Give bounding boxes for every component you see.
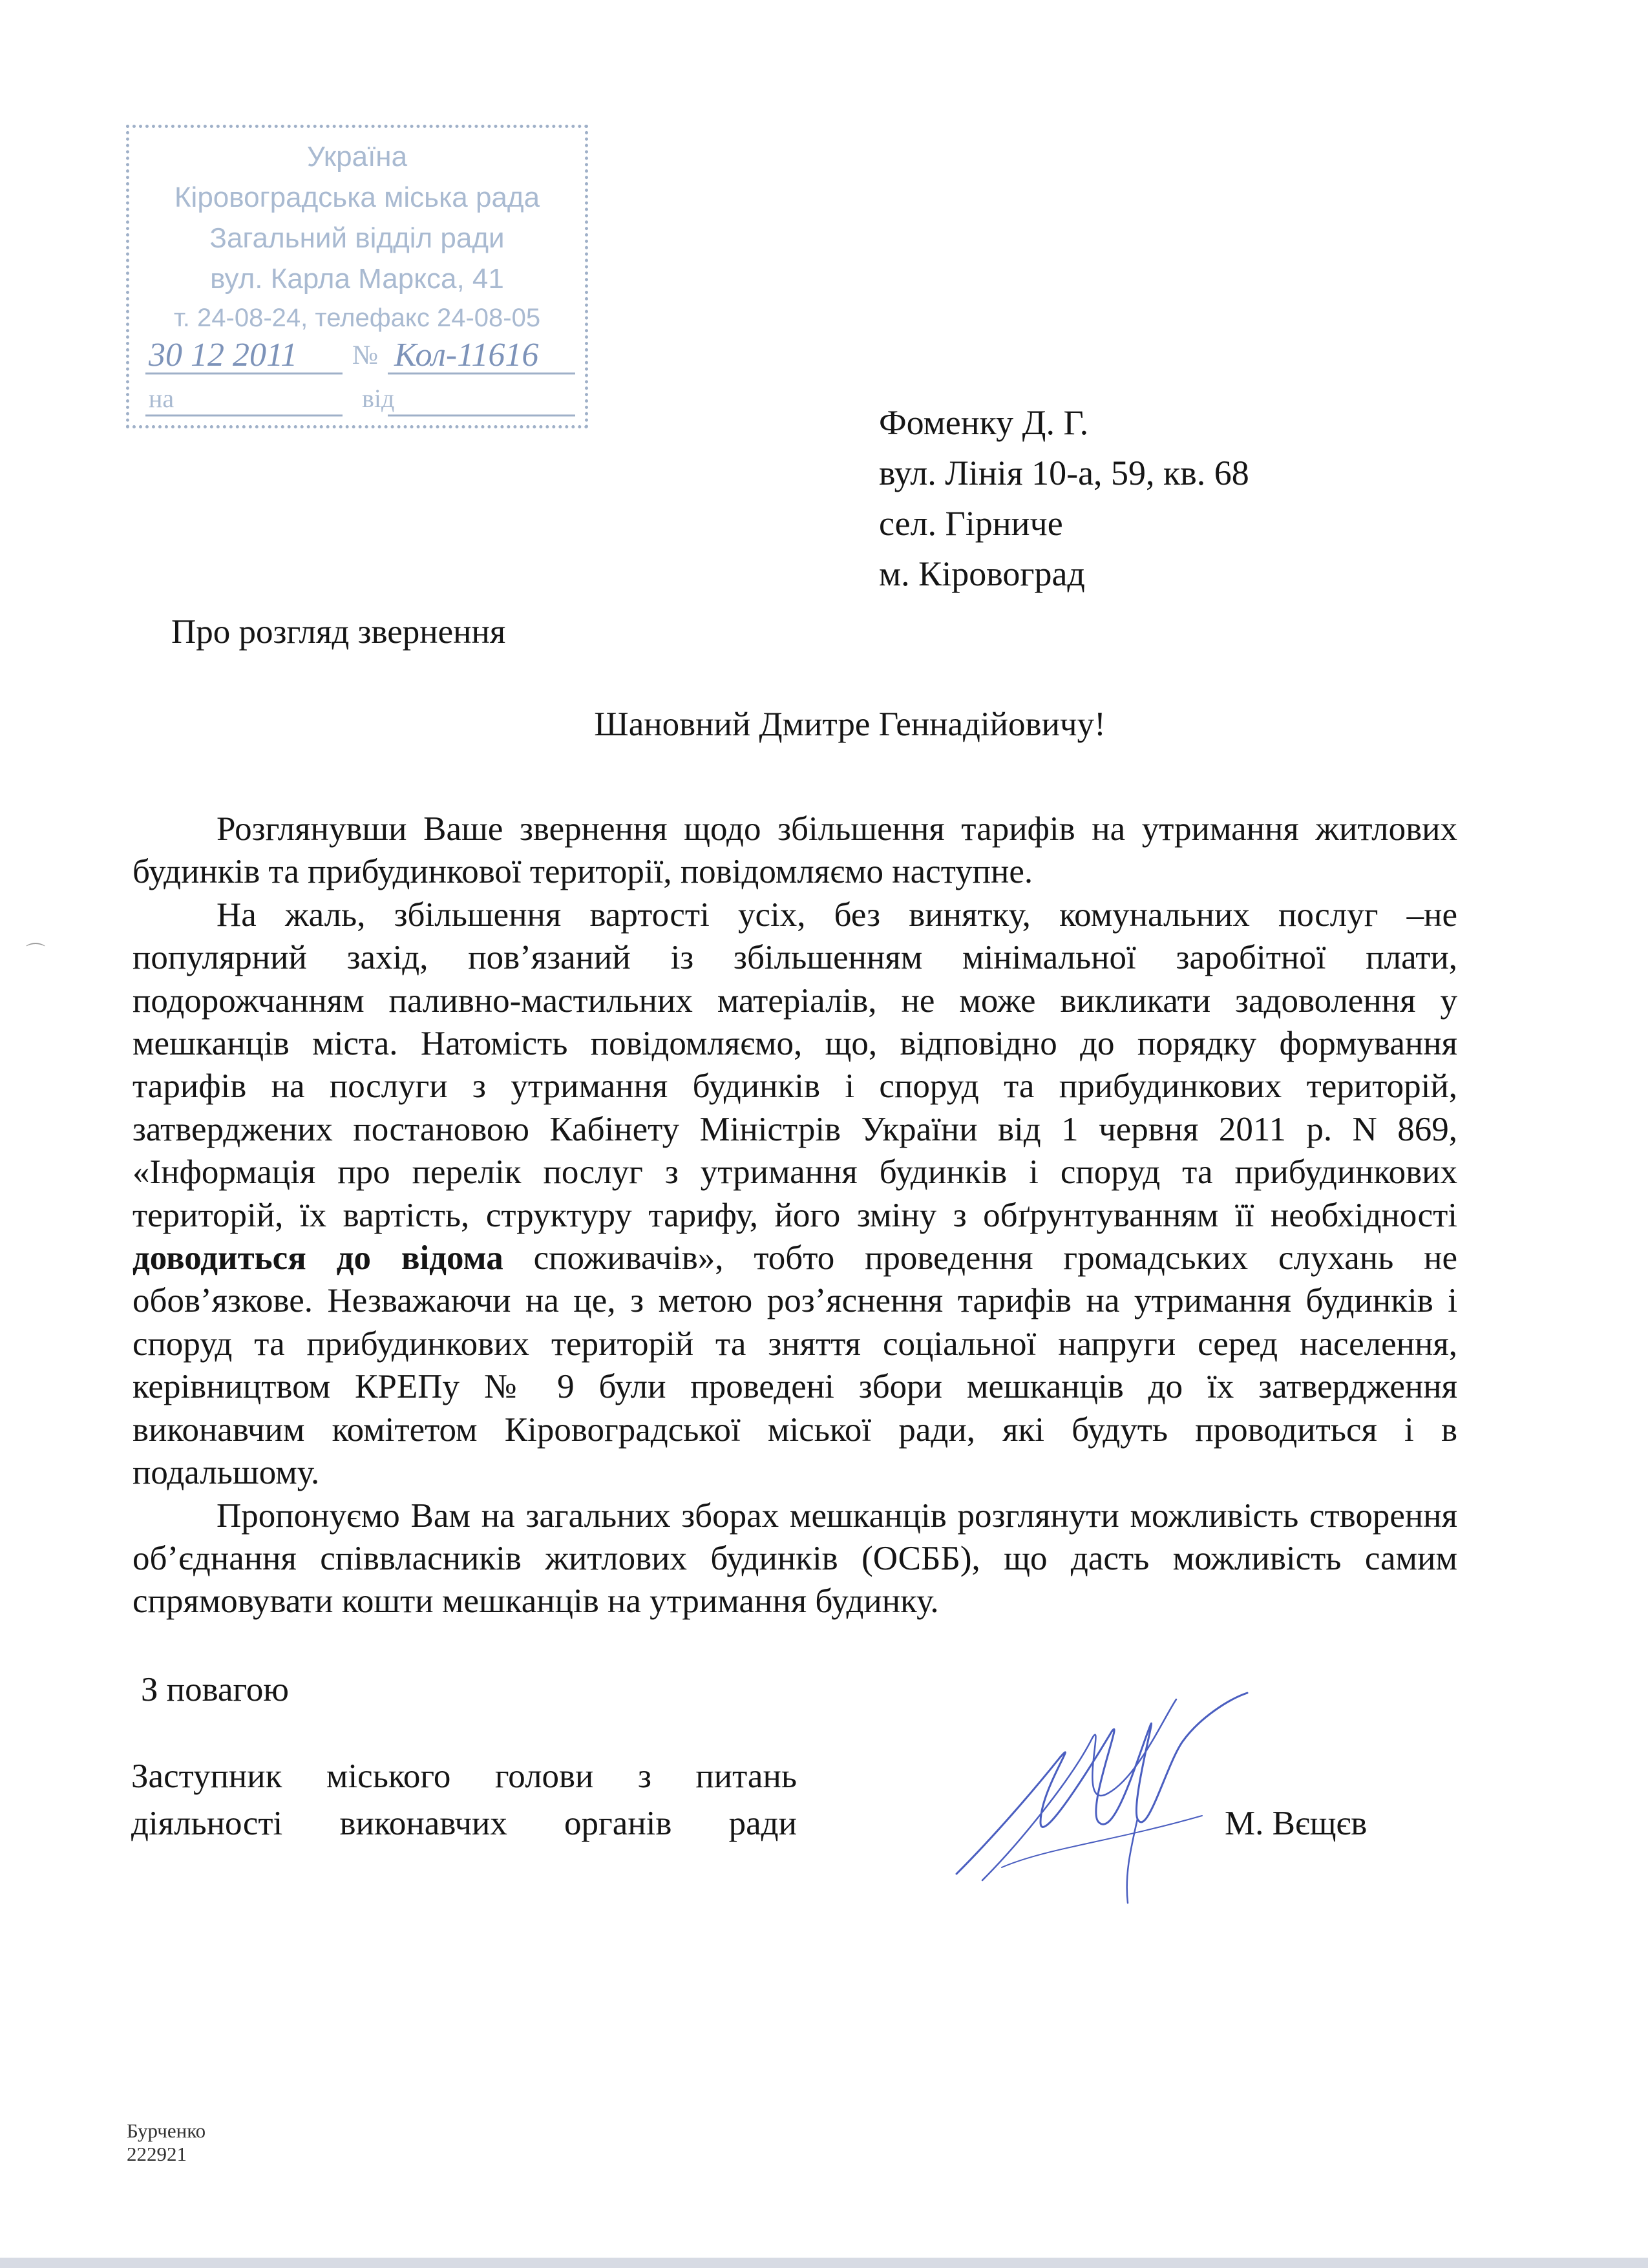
executor-name: Бурченко: [127, 2119, 206, 2142]
body-paragraph-2-part1: На жаль, збільшення вартості усіх, без винятку, комунальних послуг –не популярний захід, пов’язаний із збільшенням мінімальної заробітної плати, подорожчанням паливно-мастильних матеріалів, не може викликати задоволення у мешканців міста. Натомість повідомляємо, що, відповідно до порядку формування тарифів на послуги з утримання будинків і споруд та прибудинкових територій, затверджених постановою Кабінету Міністрів України від 1 червня 2011 р. N 869, «Інформація про перелік послуг з утримання будинків і споруд та прибудинкових територій, їх вартість, структуру тарифу, його зміну з обґрунтуванням її необхідності: [132, 896, 1457, 1234]
stamp-line: т. 24-08-24, телефакс 24-08-05: [173, 304, 541, 332]
body-paragraph-1: Розглянувши Ваше звернення щодо збільшення тарифів на утримання житлових будинків та прибудинкової території, повідомляємо наступне.: [132, 810, 1457, 891]
stamp-registration-date: 30 12 2011: [149, 337, 298, 373]
scan-mark: ⌒: [26, 943, 45, 964]
signer-position: [131, 1753, 797, 1847]
stamp-rules: [129, 128, 585, 425]
body-paragraph-2-emphasis: доводиться до відома: [132, 1239, 503, 1277]
handwritten-signature: [944, 1680, 1267, 1913]
body-paragraph-2-part2: споживачів», тобто проведення громадських слухань не обов’язкове. Незважаючи на це, з метою роз’яснення тарифів на утримання будинків і споруд та прибудинкових територій та зняття соціальної напруги серед населення, керівництвом КРЕПу № 9 були проведені збори мешканців до їх затвердження виконавчим комітетом Кіровоградської міської ради, які будуть проводиться і в подальшому.: [132, 1239, 1458, 1492]
registration-stamp: [126, 125, 588, 428]
recipient-block: [879, 397, 1249, 599]
recipient-name: Фоменку Д. Г.: [879, 403, 1089, 442]
stamp-line: Кіровоградська міська рада: [174, 182, 540, 213]
stamp-line: Загальний відділ ради: [209, 222, 505, 254]
closing-regards: З повагою: [141, 1671, 290, 1708]
stamp-to-prefix: на: [149, 384, 174, 413]
stamp-from-prefix: від: [362, 384, 395, 413]
stamp-number-prefix: №: [352, 341, 379, 370]
recipient-village: сел. Гірниче: [879, 504, 1063, 543]
stamp-line: вул. Карла Маркса, 41: [210, 263, 504, 295]
signer-position-line-2: діяльності виконавчих органів ради: [131, 1805, 797, 1842]
body-paragraph-3: Пропонуємо Вам на загальних зборах мешканців розглянути можливість створення об’єднання співвласників житлових будинків (ОСББ), що дасть можливість самим спрямовувати кошти мешканців на утримання будинку.: [132, 1496, 1457, 1621]
executor-phone: 222921: [127, 2143, 187, 2165]
executor-info: [127, 2119, 206, 2166]
stamp-registration-number: Кол-11616: [394, 337, 539, 373]
signer-name: М. Вєщєв: [1225, 1805, 1368, 1842]
recipient-street: вул. Лінія 10-а, 59, кв. 68: [879, 454, 1249, 492]
scan-edge: [0, 2258, 1648, 2268]
letter-body: [132, 808, 1457, 1623]
salutation: Шановний Дмитре Геннадійовичу!: [594, 706, 1106, 743]
body-paragraph-2: [132, 894, 1457, 1495]
letter-subject: Про розгляд звернення: [171, 613, 506, 651]
signer-position-line-1: Заступник міського голови з питань: [131, 1758, 797, 1795]
recipient-city: м. Кіровоград: [879, 554, 1085, 593]
stamp-line: Україна: [306, 141, 408, 173]
